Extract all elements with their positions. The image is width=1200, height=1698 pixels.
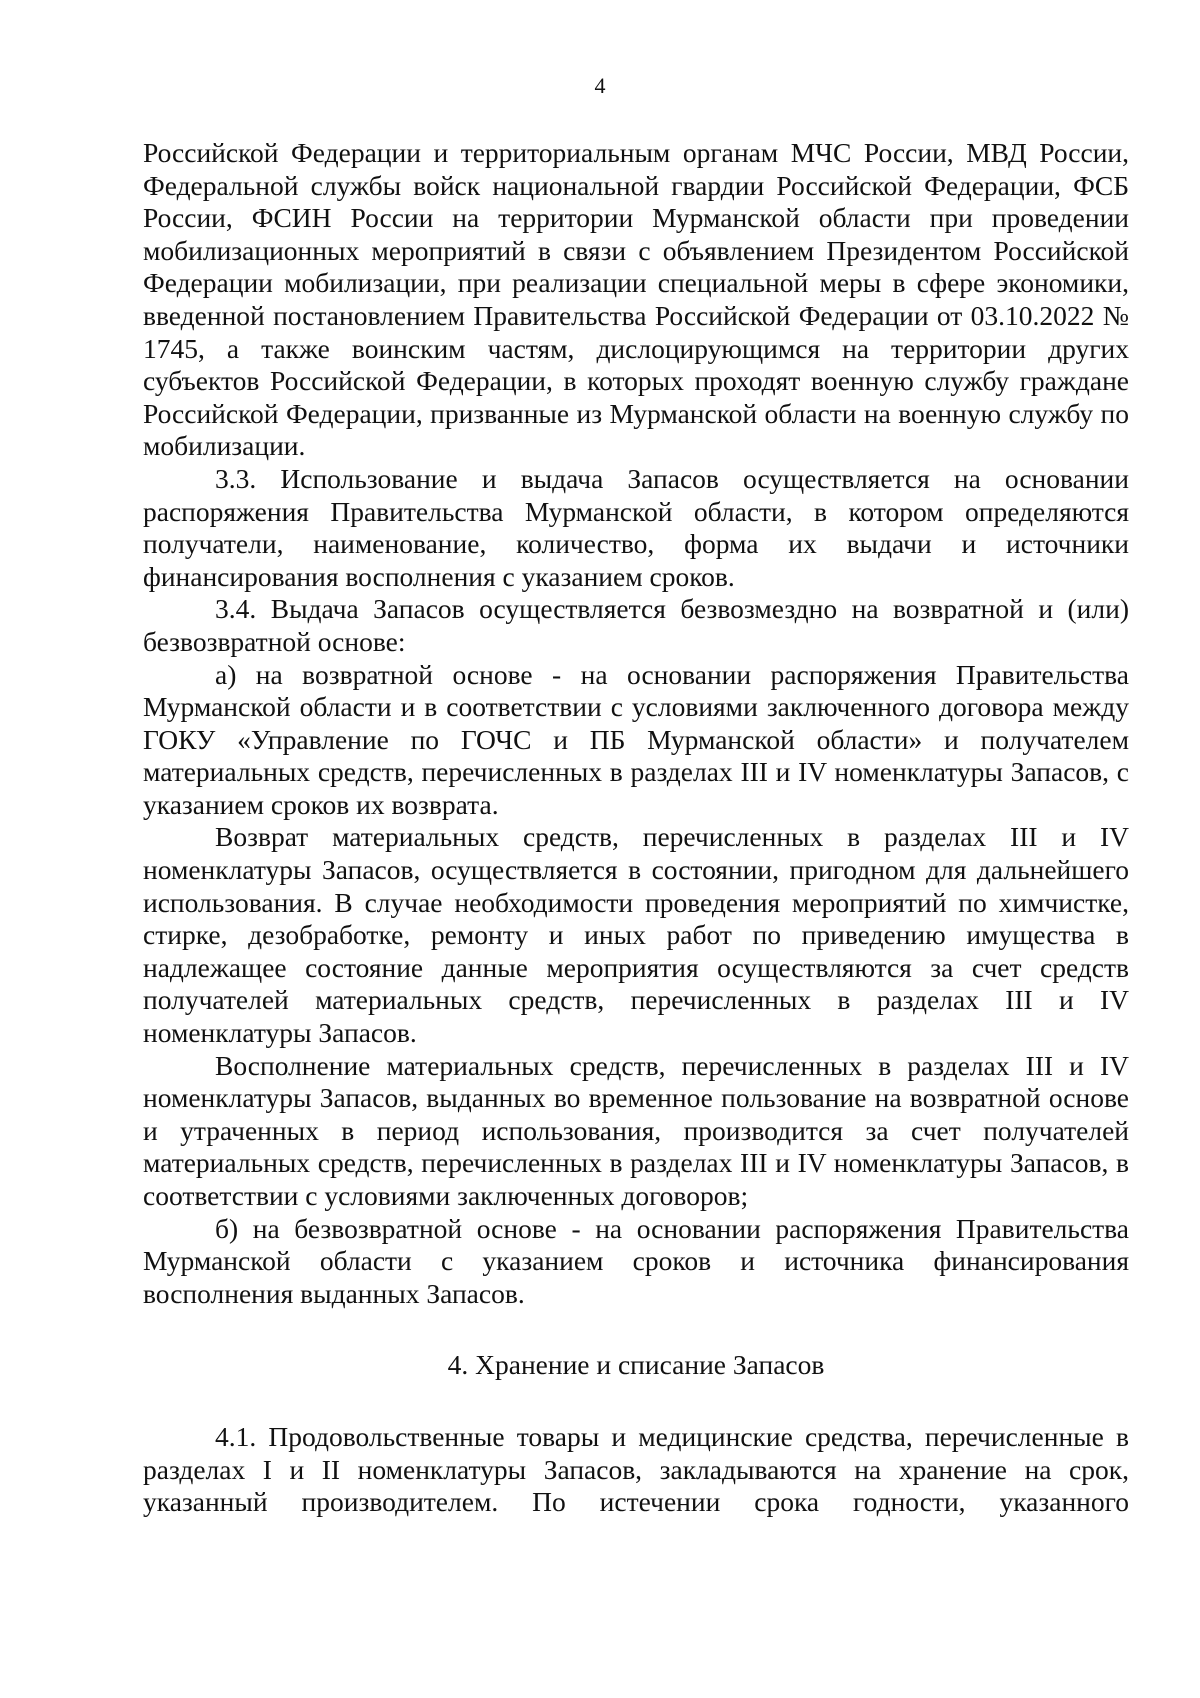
paragraph-clause-3-4-a: а) на возвратной основе - на основании распоряжения Правительства Мурманской области и в соответствии с условиями заключенного договора между ГОКУ «Управление по ГОЧС и ПБ Мурманской области» и получателем материальных средств, перечисленных в разделах III и IV номенклатуры Запасов, с указанием сроков их возврата. [143, 658, 1129, 820]
paragraph-return: Возврат материальных средств, перечисленных в разделах III и IV номенклатуры Запасов, осуществляется в состоянии, пригодном для дальнейшего использования. В случае необходимости проведения мероприятий по химчистке, стирке, дезобработке, ремонту и иных работ по приведению имущества в надлежащее состояние данные мероприятия осуществляются за счет средств получателей материальных средств, перечисленных в разделах III и IV номенклатуры Запасов. [143, 821, 1129, 1049]
paragraph-clause-3-3: 3.3. Использование и выдача Запасов осуществляется на основании распоряжения Правительства Мурманской области, в котором определяются получатели, наименование, количество, форма их выдачи и источники финансирования восполнения с указанием сроков. [143, 462, 1129, 592]
section-title: 4. Хранение и списание Запасов [447, 1349, 825, 1381]
paragraph-clause-3-4-b: б) на безвозвратной основе - на основании распоряжения Правительства Мурманской области с указанием сроков и источника финансирования восполнения выданных Запасов. [143, 1212, 1129, 1309]
page-number: 4 [594, 73, 606, 98]
document-body [143, 137, 1129, 1519]
paragraph-clause-3-4: 3.4. Выдача Запасов осуществляется безвозмездно на возвратной и (или) безвозвратной основе: [143, 593, 1129, 657]
paragraph-continuation: Российской Федерации и территориальным органам МЧС России, МВД России, Федеральной службы войск национальной гвардии Российской Федерации, ФСБ России, ФСИН России на территории Мурманской области при проведении мобилизационных мероприятий в связи с объявлением Президентом Российской Федерации мобилизации, при реализации специальной меры в сфере экономики, введенной постановлением Правительства Российской Федерации от 03.10.2022 № 1745, а также воинским частям, дислоцирующимся на территории других субъектов Российской Федерации, в которых проходят военную службу граждане Российской Федерации, призванные из Мурманской области на военную службу по мобилизации. [143, 137, 1129, 462]
paragraph-clause-4-1: 4.1. Продовольственные товары и медицинские средства, перечисленные в разделах I и II номенклатуры Запасов, закладываются на хранение на срок, указанный производителем. По истечении срока годности, указанного [143, 1420, 1129, 1518]
paragraph-replenishment: Восполнение материальных средств, перечисленных в разделах III и IV номенклатуры Запасов, выданных во временное пользование на возвратной основе и утраченных в период использования, производится за счет получателей материальных средств, перечисленных в разделах III и IV номенклатуры Запасов, в соответствии с условиями заключенных договоров; [143, 1049, 1129, 1211]
